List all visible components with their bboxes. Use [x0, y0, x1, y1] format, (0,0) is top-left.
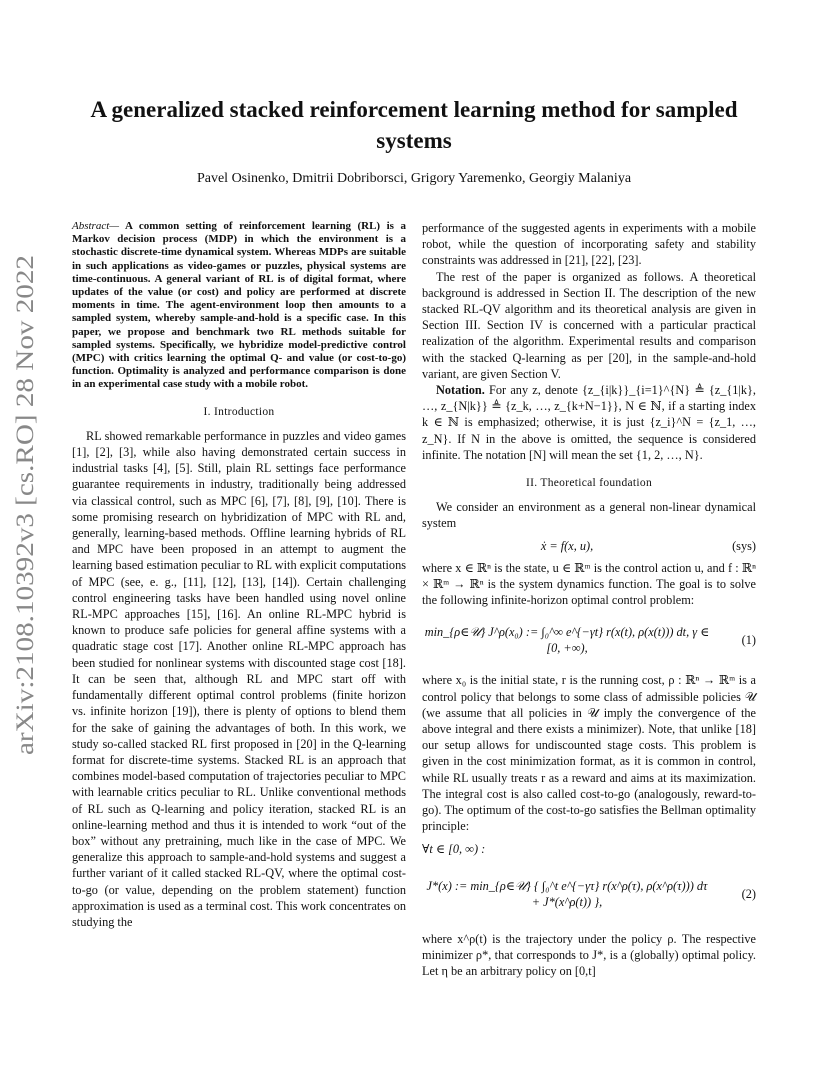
abstract [72, 220, 406, 392]
section-heading-theory: II. Theoretical foundation [525, 477, 653, 490]
equation-2-body: J*(x) := min_{ρ∈𝒰} { ∫₀^t e^{−γτ} r(x^ρ(τ), ρ(x^ρ(τ))) dτ + J*(x^ρ(t)) }, [426, 878, 708, 909]
intro-continuation: performance of the suggested agents in experiments with a mobile robot, while the question of incorporating safety and stability constraints was addressed in [21], [22], [23]. [422, 221, 756, 268]
arxiv-watermark-text: arXiv:2108.10392v3 [cs.RO] 28 Nov 2022 [12, 325, 39, 755]
theory-paragraph-4: where x^ρ(t) is the trajectory under the policy ρ. The respective minimizer ρ*, that corresponds to J*, is a (globally) optimal policy. Let η be an arbitrary policy on [0,t] [422, 931, 756, 979]
notation-paragraph [422, 382, 756, 463]
paper-title [70, 94, 758, 156]
equation-2-tag: (2) [741, 886, 756, 901]
equation-1-body: min_{ρ∈𝒰} J^ρ(x₀) := ∫₀^∞ e^{−γt} r(x(t), ρ(x(t))) dt, γ ∈ [0, +∞), [424, 625, 710, 656]
title-line-1: A generalized stacked reinforcement learning method for sampled [90, 97, 738, 122]
arxiv-watermark [6, 250, 42, 770]
intro-paragraph: RL showed remarkable performance in puzzles and video games [1], [2], [3], while also having demonstrated certain success in industrial tasks [4], [5]. Still, plain RL settings face performance guarantee requirements in industry, traditionally being addressed via classical control, such as MPC [6], [7], [8], [9], [10]. There is some promising research on hybridization of MPC with RL and, generally, learning-based methods. Offline learning hybrids of RL and MPC have been proposed in an attempt to augment the learning based estimation peculiar to RL with explicit computations of MPC (see, e. g., [11], [12], [13], [14]). Certain challenging control engineering tasks have been handled using novel online RL-MPC approaches [15], [16]. An online RL-MPC hybrid is known to produce safe policies for general affine systems with a quadratic stage cost [17]. Another online RL-MPC approach has been studied for nonlinear systems with discounted stage cost [18]. It can be seen that, although RL and MPC start off with fundamentally different optimal control problems (finite horizon vs. infinite horizon [19]), there is plenty of options to blend them for the sake of gaining the advantages of both. In this work, we study so-called stacked RL first proposed in [20] in the Q-learning format for discrete-time systems. Stacked RL is an approach that combines model-based computation of trajectories peculiar to MPC with learnable critics peculiar to RL. Unlike conventional methods of RL such as Q-learning and policy iteration, stacked RL is an online-learning method and thus it is intended to work “out of the box” without any pretraining, much like in the case of MPC. We generalize this approach to sample-and-hold systems and suggest a further variant of it called stacked RL-QV, where the optimal cost-to-go (or value, depending on the problem statement) function approximation is used as a terminal cost. This work concentrates on studying the [72, 428, 406, 929]
theory-paragraph-3: where x₀ is the initial state, r is the running cost, ρ : ℝⁿ → ℝᵐ is a control policy that belongs to some class of admissible policies 𝒰 (we assume that all policies in 𝒰 imply the convergence of the above integral and there exists a minimizer). Note, that unlike [18] our setup allows for undiscounted stage costs. This problem is given in the cost minimization format, as it is common in control, while RL usually treats r as a reward and aims at its maximization. The integral cost is also called cost-to-go (analogously, reward-to-go). The optimum of the cost-to-go satisfies the Bellman optimality principle: [422, 673, 756, 834]
theory-paragraph-2: where x ∈ ℝⁿ is the state, u ∈ ℝᵐ is the control action u, and f : ℝⁿ × ℝᵐ → ℝⁿ is the system dynamics function. The goal is to solve the following infinite-horizon optimal control problem: [422, 560, 756, 608]
forall-line: ∀t ∈ [0, ∞) : [422, 841, 486, 856]
notation-label: Notation. [436, 383, 485, 398]
left-column [72, 220, 406, 930]
abstract-lead: Abstract— [72, 220, 120, 232]
notation-text: For any z, denote {z_{i|k}}_{i=1}^{N} ≜ {z_{1|k}, …, z_{N|k}} ≜ {z_k, …, z_{k+N−1}}, N ∈ ℕ, if a starting index k ∈ ℕ is emphasized; otherwise, it is just {z_i}^N = {z_1, …, z_N}. If N in the above is omitted, the sequence is considered infinite. The notation [N] will mean the set {1, 2, …, N}. [422, 383, 756, 462]
equation-sys-body: ẋ = f(x, u), [540, 538, 594, 553]
equation-2 [422, 863, 756, 925]
title-line-2: systems [376, 128, 452, 153]
abstract-text: A common setting of reinforcement learning (RL) is a Markov decision process (MDP) in which the environment is a stochastic discrete-time dynamical system. Whereas MDPs are suitable in such applications as video-games or puzzles, physical systems are time-continuous. A general variant of RL is of digital format, where updates of the value (or cost) and policy are performed at discrete moments in time. The agent-environment loop then amounts to a sampled system, whereby sample-and-hold is a specific case. In this paper, we propose and benchmark two RL methods suitable for sampled systems. Specifically, we hybridize model-predictive control (MPC) with critics learning the optimal Q- and value (or cost-to-go) function. Optimality is analyzed and performance comparison is done in an experimental case study with a mobile robot. [72, 220, 406, 391]
theory-paragraph-1: We consider an environment as a general non-linear dynamical system [422, 500, 756, 531]
equation-1 [422, 614, 756, 666]
author-list: Pavel Osinenko, Dmitrii Dobriborsci, Grigory Yaremenko, Georgiy Malaniya [196, 171, 632, 186]
equation-sys [422, 538, 756, 554]
equation-1-tag: (1) [741, 633, 756, 648]
section-heading-introduction: I. Introduction [203, 405, 275, 418]
equation-sys-tag: (sys) [732, 538, 756, 553]
right-column [422, 220, 756, 979]
organization-paragraph: The rest of the paper is organized as follows. A theoretical background is addressed in Section II. The description of the new stacked RL-QV algorithm and its theoretical analysis are given in Section III. Section IV is concerned with a particular practical realization of the algorithm. Experimental results and comparison with the stacked Q-learning as per [20], in the sample-and-hold variant, are given Section V. [422, 269, 756, 381]
